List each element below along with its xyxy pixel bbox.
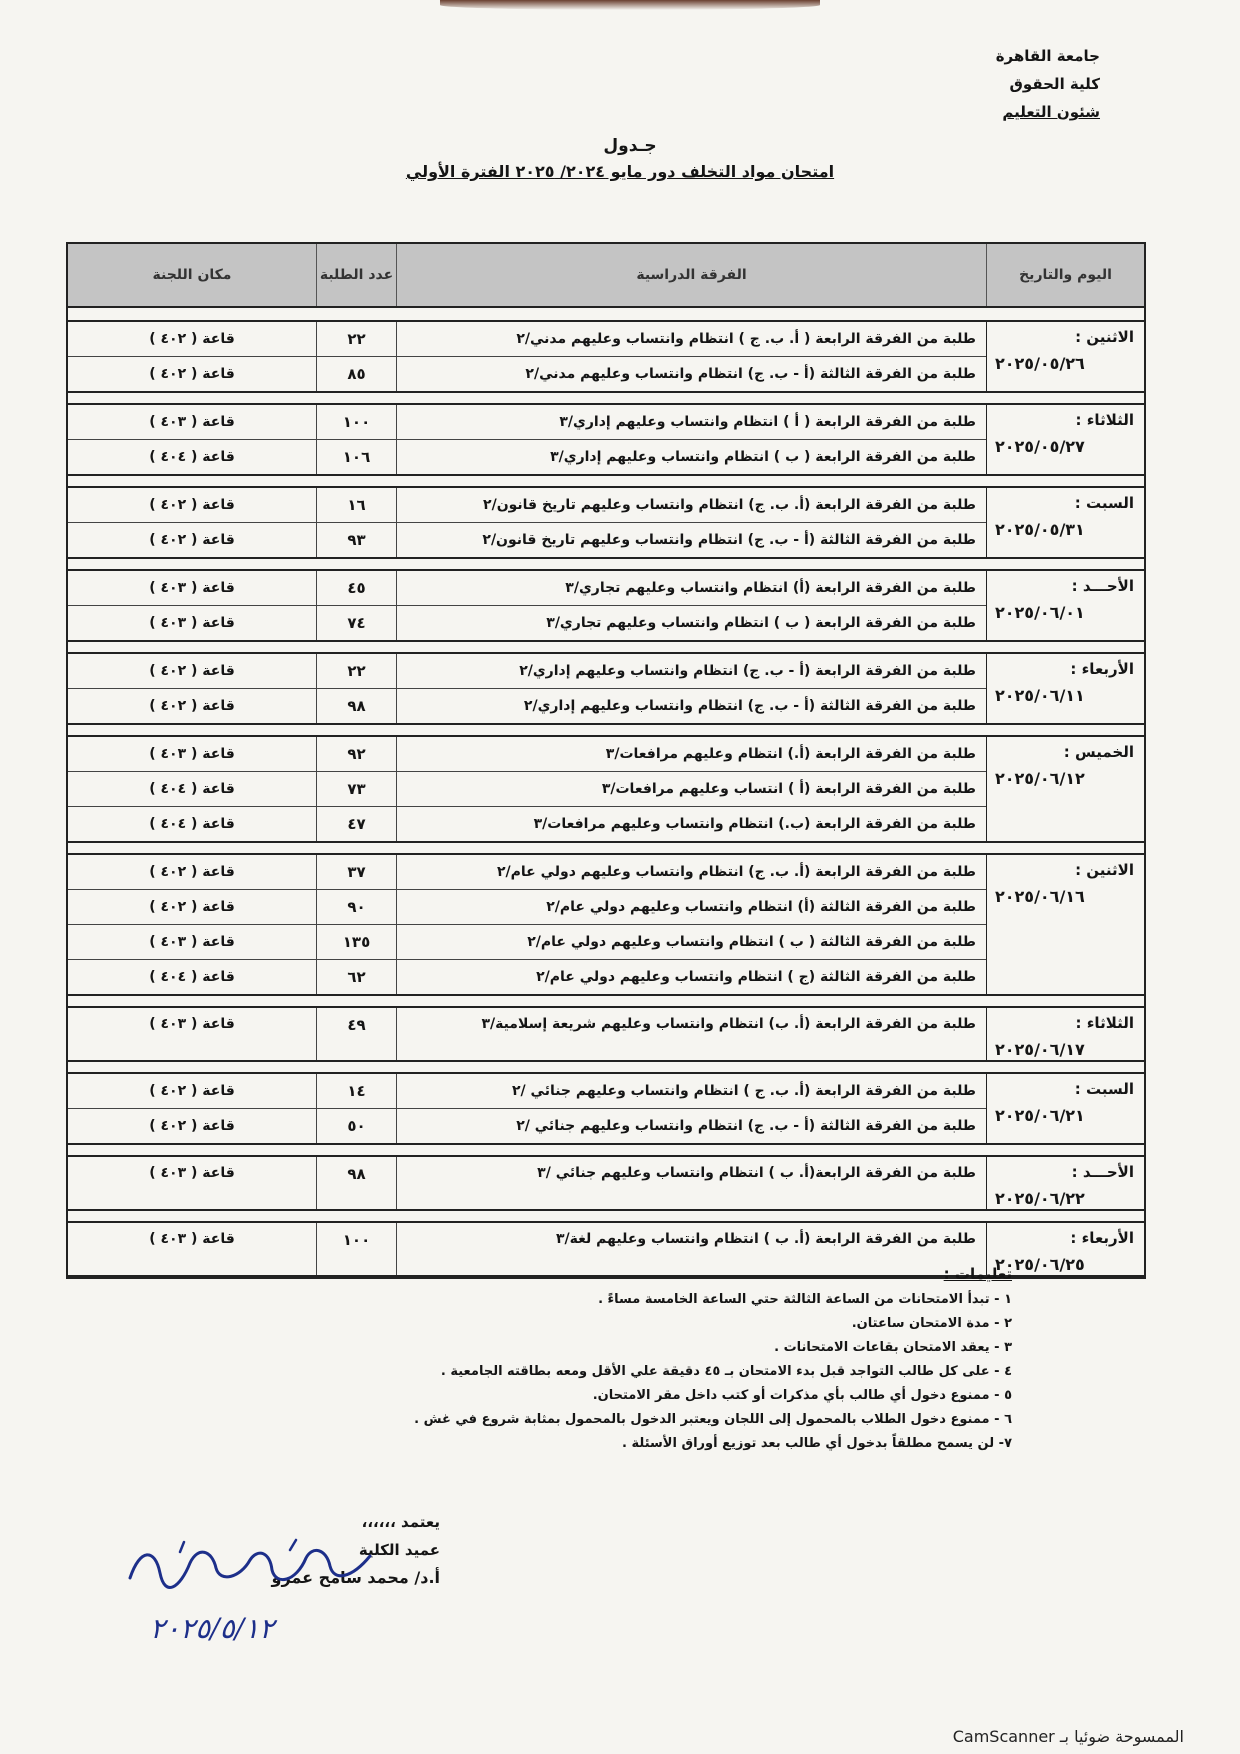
student-count-cell: ٣٧ [316,855,396,889]
group-cell: طلبة من الفرقة الثالثة (أ) انتظام وانتساب وعليهم دولي عام/٢ [396,890,986,924]
table-header [68,244,1144,308]
scanner-watermark: الممسوحة ضوئيا بـ CamScanner [952,1727,1184,1746]
group-cell: طلبة من الفرقة الثالثة (أ - ب. ج) انتظام وانتساب وعليهم مدني/٢ [396,357,986,391]
group-cell: طلبة من الفرقة الرابعة (أ. ب) انتظام وانتساب وعليهم شريعة إسلامية/٣ [396,1008,986,1060]
table-row [68,440,986,474]
room-cell: قاعة ( ٤٠٤ ) [149,449,235,465]
exam-date: ٢٠٢٥/٠٦/١١ [995,686,1085,705]
student-count-cell: ١٠٠ [316,1223,396,1275]
room-cell: قاعة ( ٤٠٢ ) [149,1083,235,1099]
group-cell: طلبة من الفرقة الثالثة (أ - ب. ج) انتظام وانتساب وعليهم جنائي /٢ [396,1109,986,1143]
table-row [68,1109,986,1143]
day-name: الأربعاء : [1070,1229,1134,1247]
room-cell: قاعة ( ٤٠٤ ) [149,781,235,797]
group-cell: طلبة من الفرقة الثالثة ( ب ) انتظام وانتساب وعليهم دولي عام/٢ [396,925,986,959]
room-cell: قاعة ( ٤٠٤ ) [149,969,235,985]
table-row [68,925,986,960]
dean-title: عميد الكلية [358,1541,440,1559]
group-rows [68,405,986,474]
day-name: الثلاثاء : [1075,1014,1134,1032]
student-count-cell: ٥٠ [316,1109,396,1143]
group-cell: طلبة من الفرقة الرابعة ( ب ) انتظام وانتساب وعليهم تجاري/٣ [396,606,986,640]
student-count-cell: ١٠٠ [316,405,396,439]
table-row [68,322,986,357]
table-row [68,1074,986,1109]
group-cell: طلبة من الفرقة الرابعة (أ) انتظام وانتساب وعليهم تجاري/٣ [396,571,986,605]
group-rows [68,855,986,994]
group-cell: طلبة من الفرقة الرابعة (أ. ب. ج ) انتظام وانتساب وعليهم جنائي /٢ [396,1074,986,1108]
faculty-name: كلية الحقوق [1009,75,1100,93]
day-date-cell [986,1008,1144,1060]
instruction-item: ٣ - يعقد الامتحان بقاعات الامتحانات . [774,1340,1012,1355]
day-block [68,1006,1144,1062]
day-date-cell [986,1157,1144,1209]
student-count-cell: ٤٧ [316,807,396,841]
room-cell: قاعة ( ٤٠٢ ) [149,864,235,880]
header-count: عدد الطلبة [316,244,396,306]
group-cell: طلبة من الفرقة الرابعة (أ. ب ) انتظام وانتساب وعليهم لغة/٣ [396,1223,986,1275]
group-cell: طلبة من الفرقة الرابعة (أ ) انتساب وعليهم مرافعات/٣ [396,772,986,806]
table-row [68,689,986,723]
room-cell: قاعة ( ٤٠٢ ) [149,331,235,347]
letterhead [996,42,1100,126]
group-cell: طلبة من الفرقة الرابعة (أ - ب. ج) انتظام وانتساب وعليهم إداري/٢ [396,654,986,688]
student-count-cell: ٤٩ [316,1008,396,1060]
group-rows [68,1008,986,1060]
student-count-cell: ٢٢ [316,322,396,356]
student-count-cell: ٩٣ [316,523,396,557]
student-count-cell: ١٠٦ [316,440,396,474]
header-day-date: اليوم والتاريخ [986,244,1144,306]
table-row [68,1157,986,1209]
exam-date: ٢٠٢٥/٠٦/٢١ [995,1106,1085,1125]
table-row [68,890,986,925]
day-name: الاثنين : [1075,328,1134,346]
day-name: الاثنين : [1075,861,1134,879]
student-count-cell: ٩٨ [316,1157,396,1209]
student-count-cell: ٦٢ [316,960,396,994]
title-line-1: جـدول [603,136,657,156]
day-date-cell [986,405,1144,474]
exam-date: ٢٠٢٥/٠٥/٢٧ [995,437,1085,456]
group-rows [68,571,986,640]
table-row [68,855,986,890]
group-cell: طلبة من الفرقة الرابعة(أ. ب ) انتظام وانتساب وعليهم جنائي /٣ [396,1157,986,1209]
day-name: السبت : [1074,1080,1134,1098]
exam-date: ٢٠٢٥/٠٦/١٦ [995,887,1085,906]
table-row [68,571,986,606]
day-block [68,1072,1144,1145]
day-block [68,652,1144,725]
room-cell: قاعة ( ٤٠٢ ) [149,532,235,548]
table-row [68,960,986,994]
table-row [68,772,986,807]
student-count-cell: ٩٢ [316,737,396,771]
day-name: السبت : [1074,494,1134,512]
student-count-cell: ٢٢ [316,654,396,688]
student-count-cell: ٩٨ [316,689,396,723]
table-row [68,606,986,640]
day-date-cell [986,488,1144,557]
group-cell: طلبة من الفرقة الثالثة (أ - ب. ج) انتظام وانتساب وعليهم إداري/٢ [396,689,986,723]
day-name: الأربعاء : [1070,660,1134,678]
day-date-cell [986,571,1144,640]
group-cell: طلبة من الفرقة الثالثة (أ - ب. ج) انتظام وانتساب وعليهم تاريخ قانون/٢ [396,523,986,557]
student-count-cell: ٩٠ [316,890,396,924]
day-block [68,320,1144,393]
table-row [68,357,986,391]
group-cell: طلبة من الفرقة الثالثة (ج ) انتظام وانتساب وعليهم دولي عام/٢ [396,960,986,994]
day-date-cell [986,1074,1144,1143]
student-count-cell: ٨٥ [316,357,396,391]
dean-name: أ.د/ محمد سامح عمرو [271,1568,440,1587]
day-block [68,853,1144,996]
student-count-cell: ١٤ [316,1074,396,1108]
group-cell: طلبة من الفرقة الرابعة ( أ ) انتظام وانتساب وعليهم إداري/٣ [396,405,986,439]
exam-date: ٢٠٢٥/٠٦/١٧ [995,1040,1085,1059]
group-cell: طلبة من الفرقة الرابعة ( ب ) انتظام وانتساب وعليهم إداري/٣ [396,440,986,474]
day-date-cell [986,654,1144,723]
day-block [68,403,1144,476]
instruction-item: ١ - تبدأ الامتحانات من الساعة الثالثة حتي الساعة الخامسة مساءً . [598,1292,1012,1307]
room-cell: قاعة ( ٤٠٣ ) [149,934,235,950]
day-block [68,735,1144,843]
group-rows [68,488,986,557]
instructions [252,1262,1012,1456]
room-cell: قاعة ( ٤٠٢ ) [149,1118,235,1134]
exam-schedule-table [66,242,1146,1279]
day-name: الأحـــد : [1071,1163,1134,1181]
group-rows [68,322,986,391]
room-cell: قاعة ( ٤٠٢ ) [149,899,235,915]
student-count-cell: ٤٥ [316,571,396,605]
room-cell: قاعة ( ٤٠٣ ) [149,615,235,631]
student-count-cell: ٧٣ [316,772,396,806]
table-row [68,807,986,841]
room-cell: قاعة ( ٤٠٣ ) [149,414,235,430]
room-cell: قاعة ( ٤٠٣ ) [149,746,235,762]
instruction-item: ٥ - ممنوع دخول أي طالب بأي مذكرات أو كتب داخل مقر الامتحان. [592,1388,1012,1403]
table-body [68,320,1144,1277]
group-cell: طلبة من الفرقة الرابعة (ب.) انتظام وانتساب وعليهم مرافعات/٣ [396,807,986,841]
exam-date: ٢٠٢٥/٠٦/٠١ [995,603,1085,622]
exam-date: ٢٠٢٥/٠٦/٢٢ [995,1189,1085,1208]
room-cell: قاعة ( ٤٠٣ ) [149,1231,235,1247]
room-cell: قاعة ( ٤٠٢ ) [149,366,235,382]
table-row [68,1008,986,1060]
day-name: الثلاثاء : [1075,411,1134,429]
day-block [68,569,1144,642]
group-cell: طلبة من الفرقة الرابعة (أ. ب. ج) انتظام وانتساب وعليهم دولي عام/٢ [396,855,986,889]
room-cell: قاعة ( ٤٠٢ ) [149,497,235,513]
group-rows [68,1157,986,1209]
day-date-cell [986,855,1144,994]
student-count-cell: ١٦ [316,488,396,522]
day-block [68,1155,1144,1211]
exam-date: ٢٠٢٥/٠٦/١٢ [995,769,1085,788]
university-name: جامعة القاهرة [995,47,1100,65]
room-cell: قاعة ( ٤٠٢ ) [149,698,235,714]
instruction-item: ٧- لن يسمح مطلقاً بدخول أي طالب بعد توزيع أوراق الأسئلة . [622,1436,1012,1451]
room-cell: قاعة ( ٤٠٣ ) [149,1016,235,1032]
header-group: الفرقة الدراسية [396,244,986,306]
day-block [68,486,1144,559]
day-name: الأحـــد : [1071,577,1134,595]
instruction-item: ٢ - مدة الامتحان ساعتان. [851,1316,1012,1331]
table-row [68,654,986,689]
exam-date: ٢٠٢٥/٠٦/٢٥ [995,1255,1085,1274]
student-count-cell: ٧٤ [316,606,396,640]
table-row [68,523,986,557]
table-row [68,737,986,772]
group-rows [68,737,986,841]
group-rows [68,654,986,723]
exam-date: ٢٠٢٥/٠٥/٢٦ [995,354,1085,373]
group-rows [68,1074,986,1143]
exam-date: ٢٠٢٥/٠٥/٣١ [995,520,1085,539]
header-room: مكان اللجنة [152,267,232,283]
handwritten-date: ٢٠٢٥/٥/١٢ [150,1612,275,1645]
day-date-cell [986,737,1144,841]
approval-label: يعتمد ،،،،،، [361,1513,440,1531]
day-name: الخميس : [1063,743,1134,761]
room-cell: قاعة ( ٤٠٢ ) [149,663,235,679]
table-row [68,405,986,440]
instruction-item: ٦ - ممنوع دخول الطلاب بالمحمول إلى اللجان ويعتبر الدخول بالمحمول بمثابة شروع في غش . [414,1412,1012,1427]
room-cell: قاعة ( ٤٠٤ ) [149,816,235,832]
scan-edge-mark [440,0,820,10]
room-cell: قاعة ( ٤٠٣ ) [149,1165,235,1181]
student-count-cell: ١٣٥ [316,925,396,959]
room-cell: قاعة ( ٤٠٣ ) [149,580,235,596]
department-name: شئون التعليم [1002,103,1100,121]
handwritten-signature [120,1538,380,1598]
document-title [0,136,1240,181]
title-line-2: امتحان مواد التخلف دور مايو ٢٠٢٤/ ٢٠٢٥ الفترة الأولي [405,162,835,181]
table-row [68,488,986,523]
day-date-cell [986,322,1144,391]
group-cell: طلبة من الفرقة الرابعة (أ.) انتظام وعليهم مرافعات/٣ [396,737,986,771]
group-cell: طلبة من الفرقة الرابعة ( أ. ب. ج ) انتظام وانتساب وعليهم مدني/٢ [396,322,986,356]
instructions-heading: تعليمات : [943,1265,1012,1283]
instruction-item: ٤ - على كل طالب التواجد قبل بدء الامتحان بـ ٤٥ دقيقة علي الأقل ومعه بطاقته الجامعية . [440,1364,1012,1379]
group-cell: طلبة من الفرقة الرابعة (أ. ب. ج) انتظام وانتساب وعليهم تاريخ قانون/٢ [396,488,986,522]
